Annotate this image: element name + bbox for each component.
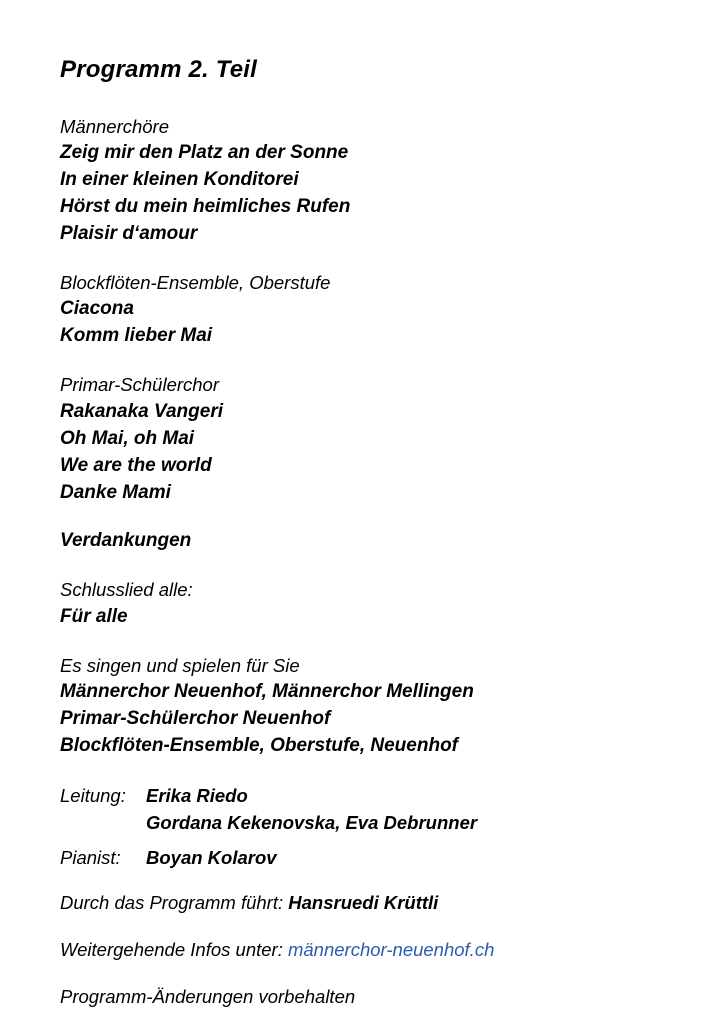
program-group: [60, 372, 668, 506]
performers-heading: Es singen und spielen für Sie: [60, 654, 300, 676]
group-heading: Primar-Schülerchor: [60, 374, 220, 396]
moderator-prefix: Durch das Programm führt:: [60, 891, 284, 913]
role-values: [146, 782, 477, 836]
role-value-primary: Erika Riedo: [146, 784, 248, 806]
spacer: [60, 836, 668, 844]
info-line: [60, 936, 668, 963]
group-heading: Männerchöre: [60, 116, 170, 137]
role-row-conductor: [60, 782, 668, 836]
group-item: Hörst du mein heimliches Rufen: [60, 196, 351, 218]
role-label: Pianist:: [60, 846, 121, 868]
roles-list: [60, 782, 668, 871]
role-label: Leitung:: [60, 784, 126, 806]
group-item: Rakanaka Vangeri: [60, 400, 223, 422]
acknowledgement-block: [60, 528, 668, 555]
final-song-item: Für alle: [60, 605, 128, 627]
group-item: Danke Mami: [60, 481, 171, 503]
group-item: Komm lieber Mai: [60, 325, 213, 347]
role-value-primary: Boyan Kolarov: [146, 846, 277, 868]
group-item: Ciacona: [60, 298, 134, 320]
role-value-secondary: Gordana Kekenovska, Eva Debrunner: [146, 811, 478, 833]
website-link[interactable]: männerchor-neuenhof.ch: [287, 938, 495, 960]
final-song-heading: Schlusslied alle:: [60, 579, 193, 601]
performers-item: Blockflöten-Ensemble, Oberstufe, Neuenhof: [60, 734, 458, 756]
info-prefix: Weitergehende Infos unter:: [60, 938, 283, 960]
footnote-text: Programm-Änderungen vorbehalten: [60, 985, 356, 1007]
final-song-group: [60, 577, 668, 630]
group-item: Plaisir d‘amour: [60, 223, 198, 245]
group-item: In einer kleinen Konditorei: [60, 169, 299, 191]
group-item: Oh Mai, oh Mai: [60, 427, 195, 449]
role-values: [146, 844, 277, 871]
moderator-line: [60, 889, 668, 916]
group-item: We are the world: [60, 454, 212, 476]
moderator-name: Hansruedi Krüttli: [288, 891, 439, 913]
acknowledgement-label: Verdankungen: [60, 530, 192, 552]
performers-item: Männerchor Neuenhof, Männerchor Mellingen: [60, 680, 474, 702]
page-title: Programm 2. Teil: [60, 56, 258, 83]
performers-item: Primar-Schülerchor Neuenhof: [60, 707, 331, 729]
program-group: [60, 270, 668, 350]
group-item: Zeig mir den Platz an der Sonne: [60, 142, 349, 164]
program-group: [60, 114, 668, 248]
group-heading: Blockflöten-Ensemble, Oberstufe: [60, 272, 331, 294]
role-row-pianist: [60, 844, 668, 871]
performers-group: [60, 653, 668, 760]
